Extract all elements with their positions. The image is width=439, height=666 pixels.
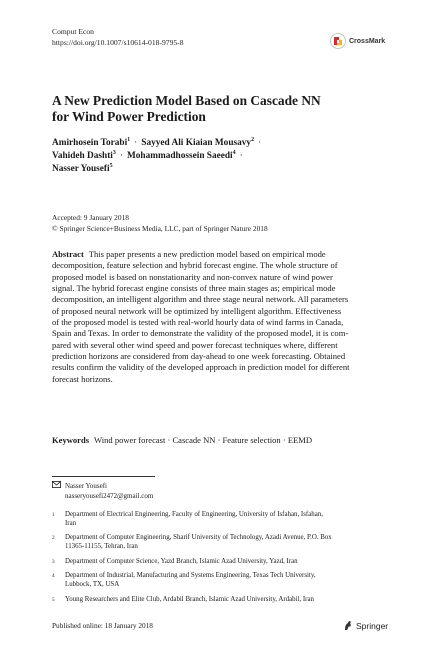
corresponding-author <box>52 481 153 501</box>
affiliation-item <box>52 533 387 551</box>
abstract-line: forecast horizons. <box>52 373 113 384</box>
affiliation-text: Department of Industrial, Manufacturing and Systems Engineering, Texas Tech University, <box>65 572 316 579</box>
affiliation-item <box>52 571 387 589</box>
abstract-line: Spain and Texas. In order to demonstrate the validity of the proposed model, it is com- <box>52 328 349 339</box>
contact-email[interactable]: nasseryousefi2472@gmail.com <box>65 492 154 500</box>
author-sup: 1 <box>127 136 131 143</box>
abstract-line: of proposed neural network will be optimized by intelligent algorithm. Effectiveness <box>52 305 342 316</box>
title-line-1: A New Prediction Model Based on Cascade NN <box>52 93 321 108</box>
affiliation-text: Department of Electrical Engineering, Faculty of Engineering, University of Isfahan, Isfahan, <box>65 511 323 518</box>
abstract-line: signal. The hybrid forecast engine consists of three main stages as; empirical mode <box>52 283 336 294</box>
accepted-date: Accepted: 9 January 2018 <box>52 213 129 222</box>
affiliation-text: Young Researchers and Elite Club, Ardabil Branch, Islamic Azad University, Ardabil, Iran <box>65 596 314 603</box>
affiliation-item <box>52 557 387 567</box>
envelope-icon <box>52 481 65 491</box>
affiliation-number: 4 <box>52 573 55 579</box>
author-list <box>52 137 382 176</box>
abstract-line: decomposition, an intelligent algorithm and three stage neural network. All parameters <box>52 294 349 305</box>
author-name[interactable]: Nasser Yousefi <box>52 164 110 174</box>
author-sup: 3 <box>112 149 116 156</box>
abstract-line: pared with several other wind speed and power forecast techniques where, different <box>52 339 338 350</box>
abstract-line: prediction horizons are considered from day-ahead to one week forecasting. Obtained <box>52 351 346 362</box>
author-separator: · <box>239 151 243 161</box>
crossmark-label: CrossMark <box>349 37 386 45</box>
abstract-line: decomposition, feature selection and hybrid forecast engine. The whole structure of <box>52 260 338 271</box>
abstract-line: results confirm the validity of the developed approach in prediction model for different <box>52 362 350 373</box>
article-meta <box>52 213 268 234</box>
contact-name: Nasser Yousefi <box>65 482 107 490</box>
affiliation-item <box>52 510 387 528</box>
author-name[interactable]: Vahideh Dashti <box>52 151 113 161</box>
affiliation-text: Department of Computer Science, Yazd Branch, Islamic Azad University, Yazd, Iran <box>65 558 298 565</box>
author-sup: 5 <box>109 162 113 169</box>
affiliation-text: 11365-11155, Tehran, Iran <box>65 543 138 551</box>
abstract-text: This paper presents a new prediction model based on empirical mode <box>88 249 326 259</box>
abstract-line: of the proposed model is tested with real-world hourly data of wind farms in Canada, <box>52 317 344 328</box>
crossmark-badge[interactable] <box>330 33 385 49</box>
author-name[interactable]: Mohammadhossein Saeedi <box>127 151 233 161</box>
journal-name: Comput Econ <box>52 27 94 36</box>
springer-horse-icon <box>343 620 353 631</box>
affiliation-text: Lubbock, TX, USA <box>65 581 120 589</box>
springer-logo <box>343 620 388 631</box>
doi-link[interactable]: https://doi.org/10.1007/s10614-018-9795-8 <box>52 37 184 47</box>
keywords-text: Wind power forecast · Cascade NN · Feature selection · EEMD <box>94 435 313 445</box>
affiliation-item <box>52 595 387 605</box>
author-name[interactable]: Sayyed Ali Kiaian Mousavy <box>141 138 252 148</box>
author-sup: 4 <box>232 149 236 156</box>
copyright-line: © Springer Science+Business Media, LLC, part of Springer Nature 2018 <box>52 223 268 233</box>
affiliation-number: 3 <box>52 559 55 565</box>
author-name[interactable]: Amirhosein Torabi <box>52 138 128 148</box>
author-line-1 <box>52 137 382 150</box>
journal-header <box>52 27 184 48</box>
abstract-label: Abstract <box>52 249 84 259</box>
abstract-section <box>52 249 387 385</box>
affiliation-text: Iran <box>65 520 77 528</box>
author-line-3 <box>52 163 382 176</box>
author-separator: · <box>258 138 262 148</box>
footnote-rule <box>52 476 155 477</box>
paper-title <box>52 93 382 125</box>
author-line-2 <box>52 150 382 163</box>
author-separator: · <box>134 138 138 148</box>
author-sup: 2 <box>251 136 255 143</box>
crossmark-icon <box>330 33 346 49</box>
author-separator: · <box>119 151 123 161</box>
title-line-2: for Wind Power Prediction <box>52 109 206 124</box>
keywords-section <box>52 435 387 446</box>
affiliation-number: 1 <box>52 512 55 518</box>
affiliation-text: Department of Computer Engineering, Sharif University of Technology, Azadi Avenue, P.O. Box <box>65 534 332 541</box>
abstract-line: proposed model is based on nonstationarity and non-convex nature of wind power <box>52 271 333 282</box>
publisher-name: Springer <box>356 620 389 631</box>
keywords-label: Keywords <box>52 435 90 445</box>
affiliation-number: 2 <box>52 535 55 541</box>
published-online: Published online: 18 January 2018 <box>52 621 153 630</box>
affiliation-number: 5 <box>52 597 55 603</box>
abstract-line <box>52 249 387 260</box>
